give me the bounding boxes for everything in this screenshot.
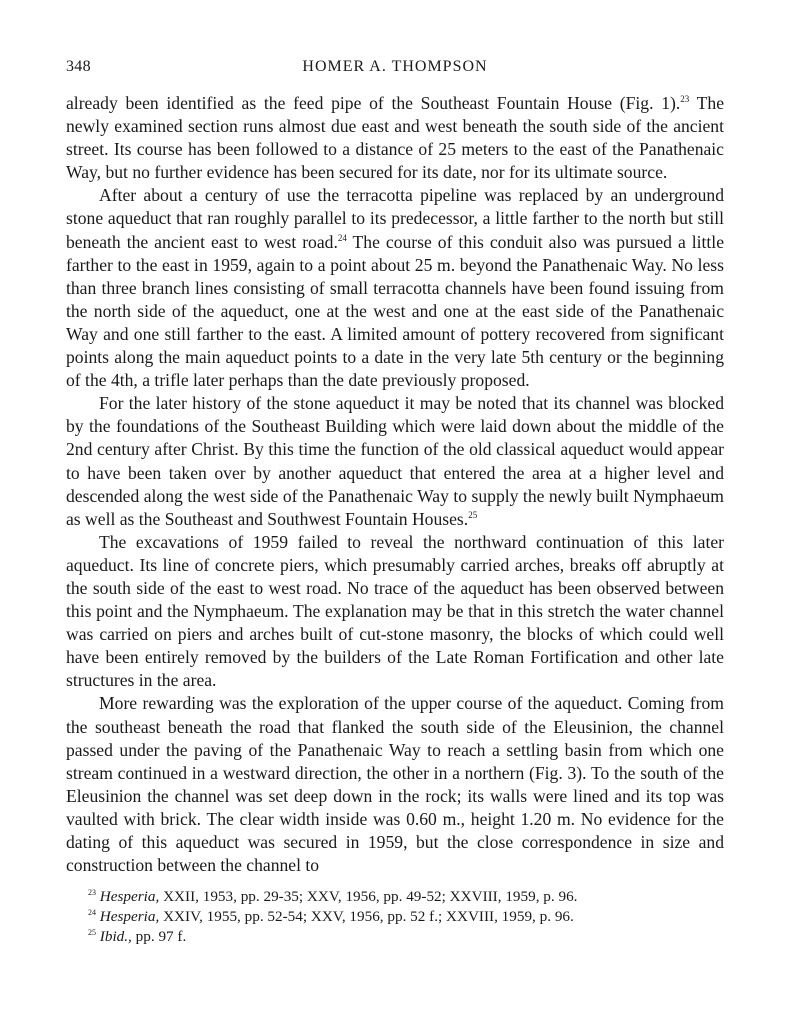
footnote-text: XXII, 1953, pp. 29-35; XXV, 1956, pp. 49-52; XXVIII, 1959, p. 96.	[159, 888, 578, 906]
running-head	[66, 58, 724, 82]
footnote-ref-23: 23	[680, 94, 690, 104]
document-page	[66, 58, 724, 947]
footnotes	[66, 887, 724, 947]
footnote-ref-25: 25	[468, 509, 478, 520]
footnote-24	[88, 907, 724, 927]
footnote-journal: Hesperia,	[99, 908, 160, 926]
footnote-23	[88, 887, 724, 907]
paragraph-2	[66, 184, 724, 392]
footnote-journal: Hesperia,	[99, 888, 160, 906]
text-run: For the later history of the stone aqueduct it may be noted that its channel was blocked by the foundations of the Southeast Building which were laid down about the middle of the 2nd century after Christ. By this time the function of the old classical aqueduct would appear to have been taken over by another aqueduct that entered the area at a higher level and descended along the west side of the Panathenaic Way to supply the newly built Nymphaeum as well as the Southeast and Southwest Fountain Houses.	[66, 393, 724, 529]
paragraph-5	[66, 692, 724, 877]
body-text	[66, 92, 724, 877]
footnote-25	[88, 927, 724, 947]
text-run: already been identified as the feed pipe of the Southeast Fountain House (Fig. 1).	[66, 93, 681, 113]
running-title: HOMER A. THOMPSON	[302, 58, 488, 75]
footnote-ref-24: 24	[337, 232, 347, 243]
text-run: The newly examined section runs almost due east and west beneath the south side of the ancient street. Its course has been followed to a distance of 25 meters to the east of the Panathenaic Way, but no further evidence has been secured for its date, nor for its ultimate source.	[66, 93, 724, 183]
footnote-number: 23	[88, 888, 96, 898]
page-number: 348	[66, 58, 91, 75]
paragraph-1	[66, 92, 724, 184]
footnote-text: XXIV, 1955, pp. 52-54; XXV, 1956, pp. 52 f.; XXVIII, 1959, p. 96.	[159, 908, 574, 926]
paragraph-4	[66, 531, 724, 693]
footnote-text: pp. 97 f.	[131, 928, 187, 946]
footnote-journal: Ibid.,	[99, 928, 132, 946]
text-run: The course of this conduit also was pursued a little farther to the east in 1959, again to a point about 25 m. beyond the Panathenaic Way. No less than three branch lines consisting of small terracotta channels have been found issuing from the north side of the aqueduct, one at the west and one at the east side of the Panathenaic Way and one still farther to the east. A limited amount of pottery recovered from significant points along the main aqueduct points to a date in the very late 5th century or the beginning of the 4th, a trifle later perhaps than the date previously proposed.	[66, 231, 725, 391]
footnote-number: 24	[88, 908, 96, 918]
text-run: More rewarding was the exploration of the upper course of the aqueduct. Coming from the southeast beneath the road that flanked the south side of the Eleusinion, the channel passed under the paving of the Panathenaic Way to reach a settling basin from which one stream continued in a westward direction, the other in a northern (Fig. 3). To the south of the Eleusinion the channel was set deep down in the rock; its walls were lined and its top was vaulted with brick. The clear width inside was 0.60 m., height 1.20 m. No evidence for the dating of this aqueduct was secured in 1959, but the close correspondence in size and construction between the channel to	[66, 693, 724, 876]
footnote-number: 25	[88, 928, 96, 938]
text-run: The excavations of 1959 failed to reveal the northward continuation of this later aqueduct. Its line of concrete piers, which presumably carried arches, breaks off abruptly at the south side of the east to west road. No trace of the aqueduct has been observed between this point and the Nymphaeum. The explanation may be that in this stretch the water channel was carried on piers and arches built of cut-stone masonry, the blocks of which could well have been entirely removed by the builders of the Late Roman Fortification and other late structures in the area.	[66, 531, 724, 691]
text-run: After about a century of use the terracotta pipeline was replaced by an underground stone aqueduct that ran roughly parallel to its predecessor, a little farther to the north but still beneath the ancient east to west road.	[66, 185, 724, 252]
paragraph-3	[66, 392, 724, 531]
